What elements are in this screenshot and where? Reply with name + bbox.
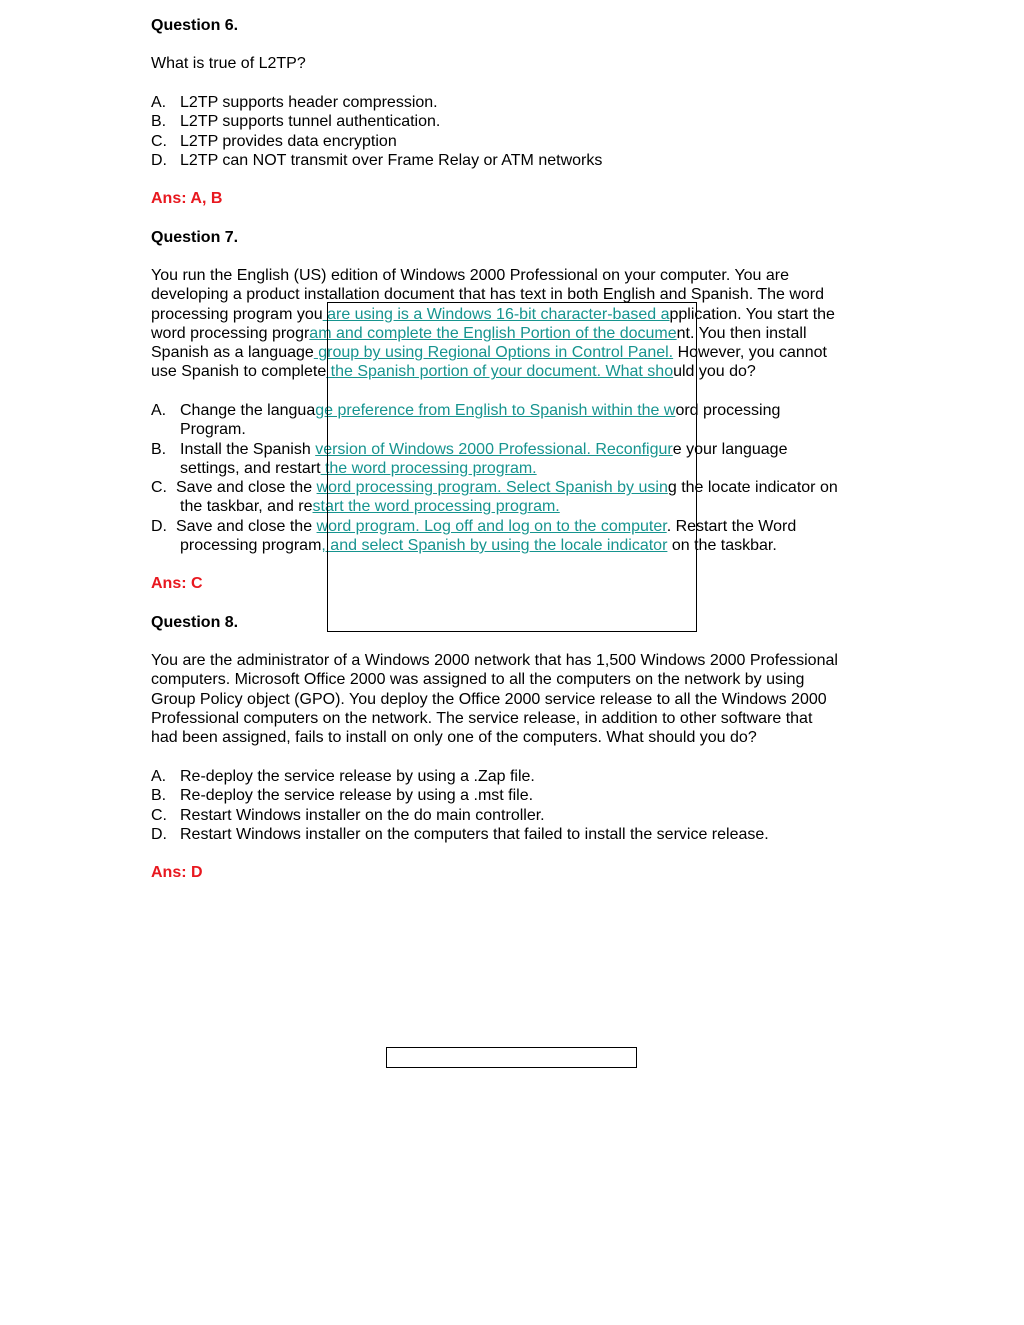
q8-answer: Ans: D	[151, 864, 203, 881]
q8-title: Question 8.	[151, 614, 239, 631]
q6-title: Question 6.	[151, 17, 239, 34]
q8-stem-line: computers. Microsoft Office 2000 was assigned to all the computers on the network by using	[151, 671, 805, 689]
q8-stem-line: You are the administrator of a Windows 2000 network that has 1,500 Windows 2000 Professional	[151, 652, 838, 669]
q6-option-d: D. L2TP can NOT transmit over Frame Relay or ATM networks	[151, 151, 603, 169]
q7-stem-line: You run the English (US) edition of Windows 2000 Professional on your computer. You are	[151, 267, 790, 284]
q7-option-d: D. Save and close the word program. Log off and log on to the computer. Restart the Word processing program, and select Spanish by using the locale indicator on the taskbar.	[151, 517, 797, 555]
hyperlink[interactable]: group by using Regional Options in Control Panel.	[313, 344, 674, 362]
q7-title: Question 7.	[151, 229, 239, 246]
q6-option-b: B. L2TP supports tunnel authentication.	[151, 113, 441, 131]
q6-option-c: C. L2TP provides data encryption	[151, 132, 397, 150]
q7-answer: Ans: C	[151, 575, 203, 592]
hyperlink[interactable]: start the word processing program.	[312, 498, 560, 516]
hyperlink[interactable]: ge preference from English to Spanish within the w	[315, 402, 676, 419]
q7-option-c: C. Save and close the word processing program. Select Spanish by using the locate indicator on the taskbar, and restart the word processing program.	[151, 479, 838, 516]
hyperlink[interactable]: the word processing program.	[320, 459, 537, 477]
q8-option-c: C. Restart Windows installer on the do main controller.	[151, 806, 545, 824]
hyperlink[interactable]: am and complete the English Portion of the docume	[309, 324, 677, 342]
overlay-frame	[327, 302, 697, 632]
q6-answer: Ans: A, B	[151, 190, 223, 207]
q8-stem-line: had been assigned, fails to install on only one of the computers. What should you do?	[151, 729, 757, 747]
q6-options	[151, 93, 871, 170]
hyperlink[interactable]: word processing program. Select Spanish by usin	[316, 479, 668, 497]
q6-option-a: A. L2TP supports header compression.	[151, 94, 438, 111]
q6-stem: What is true of L2TP?	[151, 55, 306, 72]
q7-stem-line: processing program you are using is a Windows 16-bit character-based application. You start the	[151, 305, 835, 323]
hyperlink[interactable]: , and select Spanish by using the locale indicator	[321, 537, 668, 555]
hyperlink[interactable]: are using is a Windows 16-bit character-based a	[322, 305, 670, 323]
q7-stem-line: use Spanish to complete the Spanish portion of your document. What should you do?	[151, 363, 756, 381]
q7-stem-line: Spanish as a language group by using Regional Options in Control Panel. However, you cannot	[151, 344, 827, 362]
hyperlink[interactable]: version of Windows 2000 Professional. Reconfigur	[315, 440, 673, 458]
q7-stem-line: developing a product installation document that has text in both English and Spanish. The word	[151, 286, 825, 304]
q8-stem-line: Group Policy object (GPO). You deploy the Office 2000 service release to all the Windows 2000	[151, 690, 827, 708]
q8-options	[151, 767, 871, 844]
q8-option-a: A. Re-deploy the service release by using a .Zap file.	[151, 768, 535, 785]
q7-option-b: B. Install the Spanish version of Windows 2000 Professional. Reconfigure your language settings, and restart the word processing program.	[151, 440, 788, 477]
q7-stem-line: word processing program and complete the English Portion of the document. You then install	[151, 324, 807, 342]
hyperlink[interactable]: the Spanish portion of your document. What sho	[326, 363, 674, 381]
footer-frame	[386, 1047, 637, 1068]
q8-stem-line: Professional computers on the network. The service release, in addition to other software that	[151, 709, 813, 727]
q8-stem	[151, 651, 871, 747]
q7-option-a: A. Change the language preference from English to Spanish within the word processing Program.	[151, 402, 781, 439]
q8-option-b: B. Re-deploy the service release by using a .mst file.	[151, 787, 534, 805]
q8-option-d: D. Restart Windows installer on the computers that failed to install the service release.	[151, 825, 769, 843]
hyperlink[interactable]: word program. Log off and log on to the computer	[316, 517, 667, 535]
